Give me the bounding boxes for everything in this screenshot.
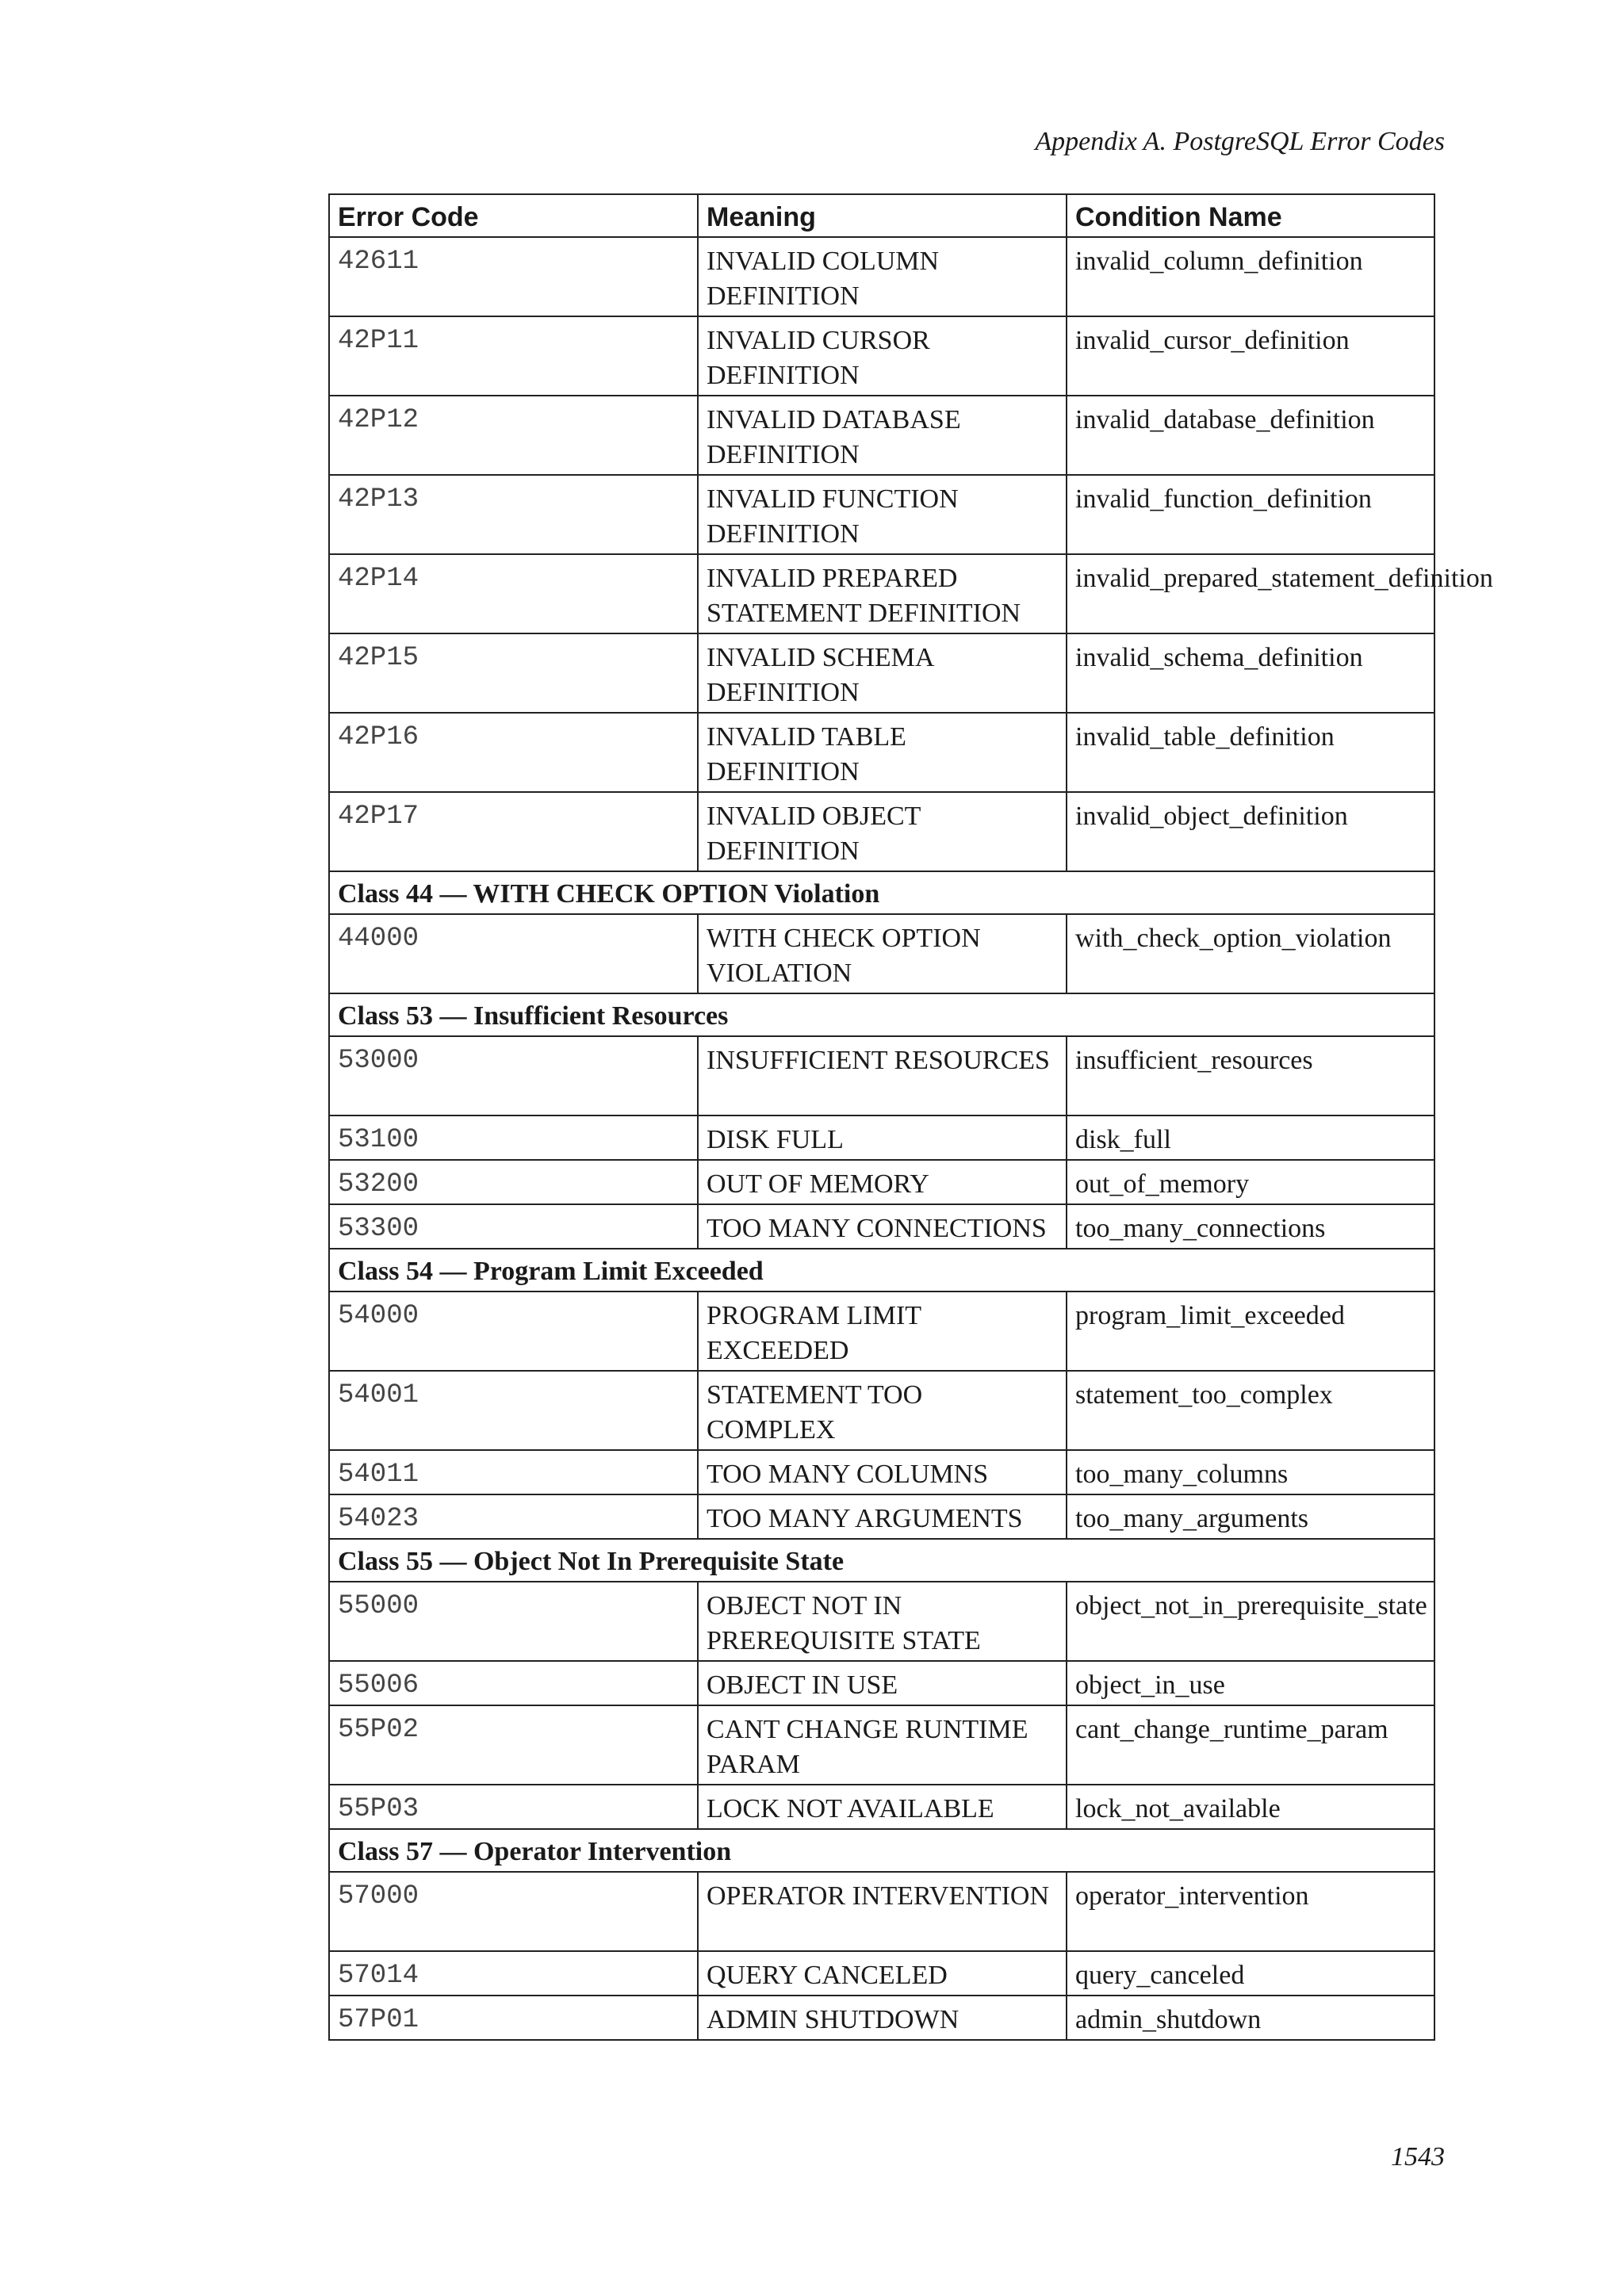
error-code-cell: 54001 xyxy=(329,1371,698,1450)
class-heading: Class 53 — Insufficient Resources xyxy=(329,993,1434,1036)
meaning-cell: OUT OF MEMORY xyxy=(698,1160,1067,1204)
meaning-cell: CANT CHANGE RUNTIME PARAM xyxy=(698,1705,1067,1785)
condition-name-cell: with_check_option_violation xyxy=(1067,914,1434,993)
table-body xyxy=(329,237,1493,2040)
meaning-cell: INVALID OBJECT DEFINITION xyxy=(698,792,1067,871)
table-row xyxy=(329,1582,1434,1661)
condition-name-cell: disk_full xyxy=(1067,1115,1434,1160)
error-code-cell: 57P01 xyxy=(329,1996,698,2040)
condition-name-cell: invalid_table_definition xyxy=(1067,713,1434,792)
error-code-cell: 55P02 xyxy=(329,1705,698,1785)
table-row xyxy=(329,1204,1434,1249)
meaning-cell: TOO MANY ARGUMENTS xyxy=(698,1494,1067,1539)
meaning-cell: INVALID PREPARED STATEMENT DEFINITION xyxy=(698,554,1067,633)
meaning-cell: STATEMENT TOO COMPLEX xyxy=(698,1371,1067,1450)
table-row xyxy=(329,1996,1434,2040)
condition-name-cell: invalid_object_definition xyxy=(1067,792,1434,871)
condition-name-cell: object_in_use xyxy=(1067,1661,1434,1705)
condition-name-cell: query_canceled xyxy=(1067,1951,1434,1996)
table-row xyxy=(329,1450,1434,1494)
error-code-cell: 53300 xyxy=(329,1204,698,1249)
table-row xyxy=(329,1115,1434,1160)
error-code-cell: 42P16 xyxy=(329,713,698,792)
condition-name-cell: out_of_memory xyxy=(1067,1160,1434,1204)
class-heading-row xyxy=(329,1829,1434,1872)
condition-name-cell: invalid_cursor_definition xyxy=(1067,316,1434,396)
error-code-cell: 55P03 xyxy=(329,1785,698,1829)
table-row xyxy=(329,1371,1434,1450)
meaning-cell: OBJECT NOT IN PREREQUISITE STATE xyxy=(698,1582,1067,1661)
running-header: Appendix A. PostgreSQL Error Codes xyxy=(1035,127,1445,156)
header-meaning: Meaning xyxy=(698,194,1067,237)
page-number: 1543 xyxy=(1391,2142,1445,2172)
table-row xyxy=(329,1494,1434,1539)
table-row xyxy=(329,1785,1434,1829)
condition-name-cell: statement_too_complex xyxy=(1067,1371,1434,1450)
table-row xyxy=(329,1661,1434,1705)
error-codes-table xyxy=(328,193,1493,2041)
condition-name-cell: too_many_connections xyxy=(1067,1204,1434,1249)
table-row xyxy=(329,316,1434,396)
meaning-cell: LOCK NOT AVAILABLE xyxy=(698,1785,1067,1829)
error-code-cell: 42P14 xyxy=(329,554,698,633)
error-code-cell: 42P15 xyxy=(329,633,698,713)
meaning-cell: OBJECT IN USE xyxy=(698,1661,1067,1705)
table-row xyxy=(329,1872,1434,1951)
class-heading-row xyxy=(329,1539,1434,1582)
error-code-cell: 55006 xyxy=(329,1661,698,1705)
meaning-cell: PROGRAM LIMIT EXCEEDED xyxy=(698,1292,1067,1371)
meaning-cell: INVALID COLUMN DEFINITION xyxy=(698,237,1067,316)
table-header xyxy=(329,194,1434,237)
condition-name-cell: insufficient_resources xyxy=(1067,1036,1434,1115)
table-row xyxy=(329,633,1434,713)
meaning-cell: TOO MANY COLUMNS xyxy=(698,1450,1067,1494)
class-heading-row xyxy=(329,993,1434,1036)
error-code-cell: 53100 xyxy=(329,1115,698,1160)
error-code-cell: 42P13 xyxy=(329,475,698,554)
error-code-cell: 57000 xyxy=(329,1872,698,1951)
header-condition-name: Condition Name xyxy=(1067,194,1434,237)
meaning-cell: OPERATOR INTERVENTION xyxy=(698,1872,1067,1951)
meaning-cell: INVALID DATABASE DEFINITION xyxy=(698,396,1067,475)
error-code-cell: 42P11 xyxy=(329,316,698,396)
table-row xyxy=(329,792,1434,871)
condition-name-cell: invalid_database_definition xyxy=(1067,396,1434,475)
meaning-cell: ADMIN SHUTDOWN xyxy=(698,1996,1067,2040)
table-row xyxy=(329,554,1434,633)
meaning-cell: DISK FULL xyxy=(698,1115,1067,1160)
class-heading: Class 54 — Program Limit Exceeded xyxy=(329,1249,1434,1292)
meaning-cell: INVALID SCHEMA DEFINITION xyxy=(698,633,1067,713)
condition-name-cell: too_many_columns xyxy=(1067,1450,1434,1494)
class-heading: Class 55 — Object Not In Prerequisite State xyxy=(329,1539,1434,1582)
condition-name-cell: operator_intervention xyxy=(1067,1872,1434,1951)
table-row xyxy=(329,1036,1434,1115)
meaning-cell: INVALID CURSOR DEFINITION xyxy=(698,316,1067,396)
header-row xyxy=(329,194,1434,237)
meaning-cell: INVALID FUNCTION DEFINITION xyxy=(698,475,1067,554)
error-code-cell: 54023 xyxy=(329,1494,698,1539)
condition-name-cell: invalid_function_definition xyxy=(1067,475,1434,554)
table-row xyxy=(329,1951,1434,1996)
error-code-cell: 44000 xyxy=(329,914,698,993)
error-code-cell: 57014 xyxy=(329,1951,698,1996)
class-heading: Class 57 — Operator Intervention xyxy=(329,1829,1434,1872)
condition-name-cell: object_not_in_prerequisite_state xyxy=(1067,1582,1434,1661)
condition-name-cell: invalid_prepared_statement_definition xyxy=(1067,554,1434,633)
error-code-cell: 42611 xyxy=(329,237,698,316)
table-row xyxy=(329,475,1434,554)
error-code-cell: 54000 xyxy=(329,1292,698,1371)
meaning-cell: QUERY CANCELED xyxy=(698,1951,1067,1996)
class-heading-row xyxy=(329,1249,1434,1292)
condition-name-cell: cant_change_runtime_param xyxy=(1067,1705,1434,1785)
condition-name-cell: lock_not_available xyxy=(1067,1785,1434,1829)
meaning-cell: INVALID TABLE DEFINITION xyxy=(698,713,1067,792)
header-error-code: Error Code xyxy=(329,194,698,237)
condition-name-cell: program_limit_exceeded xyxy=(1067,1292,1434,1371)
meaning-cell: INSUFFICIENT RESOURCES xyxy=(698,1036,1067,1115)
table-row xyxy=(329,1292,1434,1371)
table-row xyxy=(329,396,1434,475)
condition-name-cell: invalid_schema_definition xyxy=(1067,633,1434,713)
condition-name-cell: admin_shutdown xyxy=(1067,1996,1434,2040)
error-code-cell: 55000 xyxy=(329,1582,698,1661)
meaning-cell: TOO MANY CONNECTIONS xyxy=(698,1204,1067,1249)
table-row xyxy=(329,237,1434,316)
table-row xyxy=(329,1160,1434,1204)
class-heading: Class 44 — WITH CHECK OPTION Violation xyxy=(329,871,1434,914)
error-code-cell: 42P17 xyxy=(329,792,698,871)
error-code-cell: 54011 xyxy=(329,1450,698,1494)
condition-name-cell: too_many_arguments xyxy=(1067,1494,1434,1539)
error-code-cell: 53200 xyxy=(329,1160,698,1204)
error-code-cell: 53000 xyxy=(329,1036,698,1115)
meaning-cell: WITH CHECK OPTION VIOLATION xyxy=(698,914,1067,993)
error-code-cell: 42P12 xyxy=(329,396,698,475)
table-row xyxy=(329,1705,1434,1785)
table-row xyxy=(329,914,1434,993)
table-row xyxy=(329,713,1434,792)
class-heading-row xyxy=(329,871,1434,914)
condition-name-cell: invalid_column_definition xyxy=(1067,237,1434,316)
